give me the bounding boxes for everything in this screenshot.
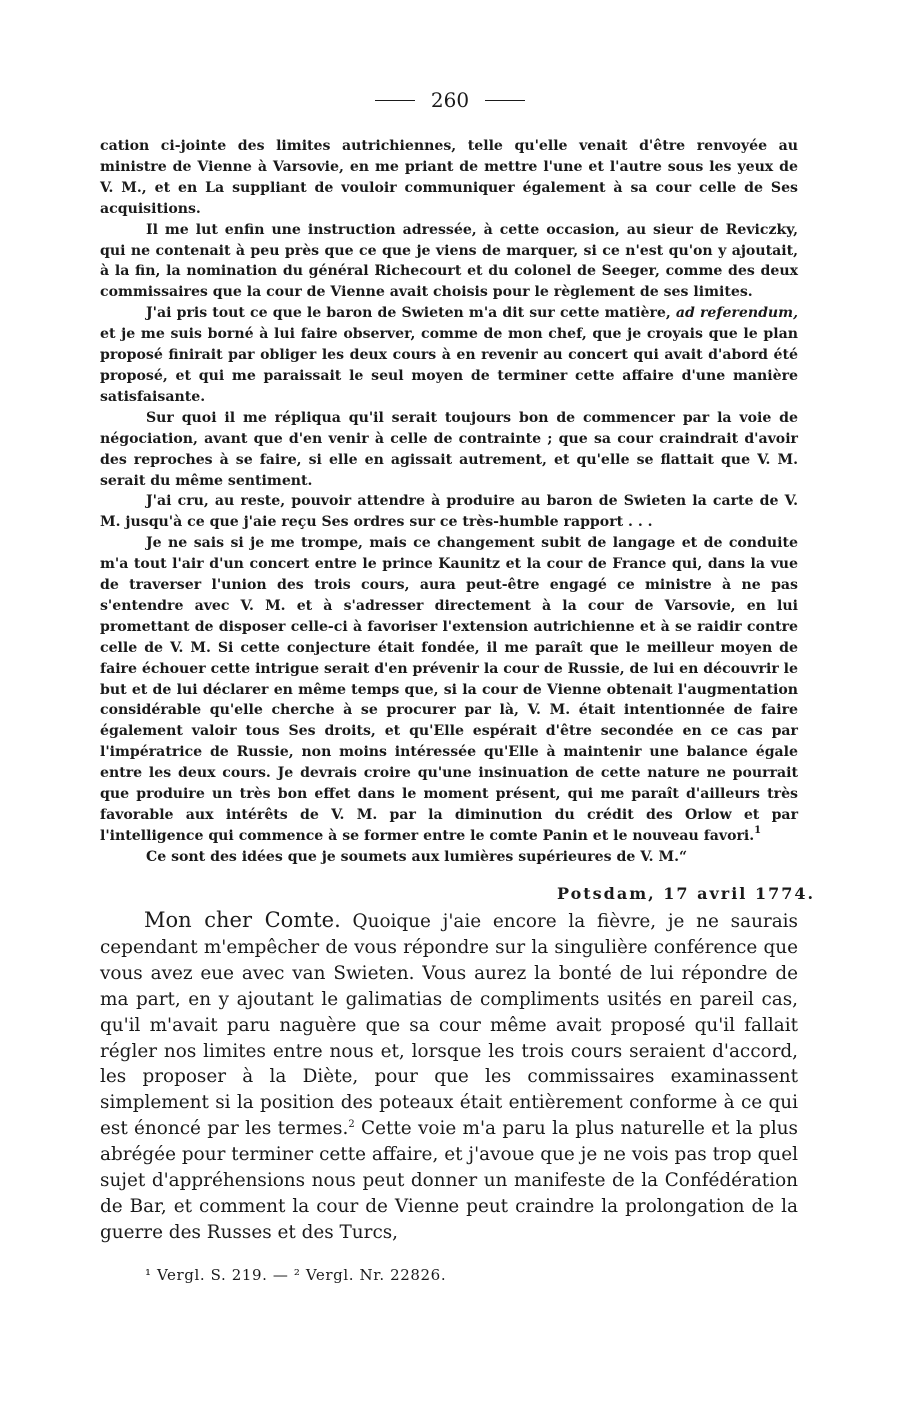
- header-rule-left: [375, 100, 415, 101]
- letter-paragraph: [100, 908, 798, 1246]
- report-paragraph-1: cation ci-jointe des limites autrichiennes, telle qu'elle venait d'être renvoyée au ministre de Vienne à Varsovie, en me priant de mettre l'une et l'autre sous les yeux de V. M., et en La suppliant de vouloir communiquer également à sa cour celle de Ses acquisitions.: [100, 138, 798, 217]
- page-number: 260: [430, 88, 470, 112]
- report-paragraph-6: [100, 533, 798, 847]
- report-paragraph-4: Sur quoi il me répliqua qu'il serait toujours bon de commencer par la voie de négociation, avant que d'en venir à celle de contrainte ; que sa cour craindrait d'avoir des reproches à se faire, si elle en agissait autrement, et qu'elle se flattait que V. M. serait du même sentiment.: [100, 409, 798, 489]
- page-header: [0, 88, 900, 112]
- report-paragraph-2: Il me lut enfin une instruction adressée, à cette occasion, au sieur de Reviczky, qui ne contenait à peu près que ce que je viens de marquer, si ce n'est qu'on y ajoutait, à la fin, la nomination du général Richecourt et du colonel de Seeger, comme des deux commissaires que la cour de Vienne avait choisis pour le règlement de ses limites.: [100, 221, 798, 301]
- footnote-2-number: ²: [293, 1266, 301, 1284]
- letter-dateline: Potsdam, 17 avril 1774.: [557, 884, 816, 903]
- footnotes: [145, 1266, 446, 1284]
- footnote-separator: —: [272, 1266, 289, 1284]
- letter-text-part-2: Cette voie m'a paru la plus naturelle et la plus abrégée pour terminer cette affaire, et j'avoue que je ne vois pas trop quel sujet d'appréhensions nous peut donner un manifeste de la Confédération de Bar, et comment la cour de Vienne peut craindre la prolongation de la guerre des Russes et des Turcs,: [100, 1118, 798, 1243]
- footnote-ref-1: 1: [754, 824, 762, 836]
- report-excerpt: [100, 136, 798, 868]
- letter-text-part-1: Quoique j'aie encore la fièvre, je ne saurais cependant m'empêcher de vous répondre sur la singulière conférence que vous avez eue avec van Swieten. Vous aurez la bonté de lui répondre de ma part, en y ajoutant le galimatias de compliments usités en pareil cas, qu'il m'avait paru naguère que sa cour même avait proposé qu'il fallait régler nos limites entre nous et, lorsque les trois cours seraient d'accord, les proposer à la Diète, pour que les commissaires examinassent simplement si la position des poteaux était entièrement conforme à ce qui est énoncé par les termes.: [100, 911, 798, 1140]
- footnote-1-text: Vergl. S. 219.: [157, 1266, 268, 1284]
- report-paragraph-5: J'ai cru, au reste, pouvoir attendre à produire au baron de Swieten la carte de V. M. jusqu'à ce que j'aie reçu Ses ordres sur ce très-humble rapport . . .: [100, 493, 798, 531]
- report-paragraph-6-text: Je ne sais si je me trompe, mais ce changement subit de langage et de conduite m'a tout l'air d'un concert entre le prince Kaunitz et la cour de France qui, dans la vue de traverser l'union des trois cours, aura peut-être engagé ce ministre à ne pas s'entendre avec V. M. et à s'adresser directement à la cour de Varsovie, en lui promettant de disposer celle-ci à favoriser l'extension autrichienne et à se raidir contre celle de V. M. Si cette conjecture était fondée, il me paraît que le meilleur moyen de faire échouer cette intrigue serait d'en prévenir la cour de Russie, de lui en découvrir le but et de lui déclarer en même temps que, si la cour de Vienne obtenait l'augmentation considérable qu'elle cherche à se procurer par là, V. M. était intentionnée de faire également valoir tous Ses droits, et qu'Elle espérait d'être secondée en ce cas par l'impératrice de Russie, non moins intéressée qu'Elle à maintenir une balance égale entre les deux cours. Je devrais croire qu'une insinuation de cette nature ne pourrait que produire un très bon effet dans le moment présent, qui me paraît d'ailleurs très favorable aux intérêts de V. M. par la diminution du crédit des Orlow et par l'intelligence qui commence à se former entre le comte Panin et le nouveau favori.: [100, 535, 798, 844]
- footnote-1-number: ¹: [145, 1266, 152, 1284]
- header-rule-right: [485, 100, 525, 101]
- letter-salutation: Mon cher Comte.: [144, 908, 341, 932]
- letter-body: [100, 908, 798, 1246]
- report-paragraph-7: Ce sont des idées que je soumets aux lumières supérieures de V. M.“: [146, 848, 688, 865]
- ad-referendum-phrase: ad referendum,: [675, 305, 798, 322]
- footnote-2-text: Vergl. Nr. 22826.: [305, 1266, 447, 1284]
- report-paragraph-3: [100, 303, 798, 408]
- report-paragraph-3-end: et je me suis borné à lui faire observer, comme de mon chef, que je croyais que le plan proposé finirait par obliger les deux cours à en revenir au concert qui avait d'abord été proposé, et qui me paraissait le seul moyen de terminer cette affaire d'une manière satisfaisante.: [100, 326, 798, 405]
- report-paragraph-3-start: J'ai pris tout ce que le baron de Swieten m'a dit sur cette matière,: [146, 305, 671, 322]
- footnote-ref-2: 2: [348, 1119, 355, 1131]
